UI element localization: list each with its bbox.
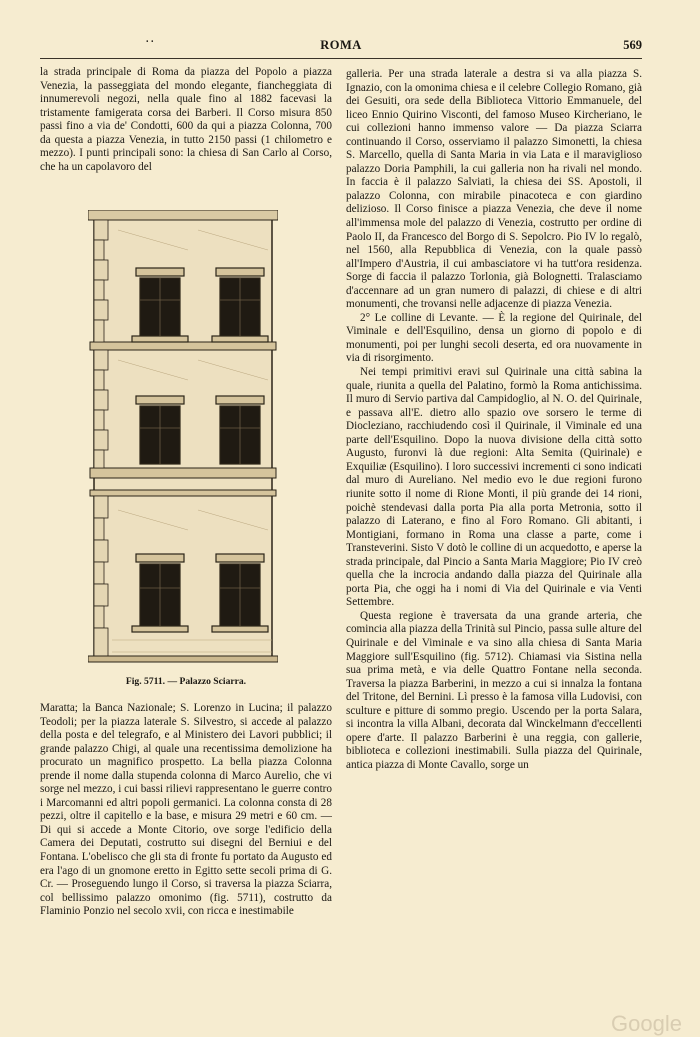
paragraph: Maratta; la Banca Nazionale; S. Lorenzo in Lucina; il palazzo Teodoli; per la piazza laterale S. Silvestro, si accede al palazzo della posta e del telegrafo, e al Ministero dei Lavori pubblici; il grande palazzo Chigi, al quale una recentissima demolizione ha procurato un magnifico prospetto. La bella piazza Colonna prende il nome dalla stupenda colonna di Marco Aurelio, che vi sorge nel mezzo, i cui bassi rilievi rappresentano le guerre contro i Marcomanni ed altri popoli germanici. La colonna consta di 28 pezzi, oltre il capitello e la base, e misura 29 metri e 60 cm. — Di qui si accede a Monte Citorio, ove sorge l'edificio della Camera dei Deputati, costrutto sui disegni del Berniui e del Fontana. L'obelisco che gli sta di fronte fu portato da Augusto ed era l'ago di un gnomone eretto in Egitto sette secoli prima di G. Cr. — Proseguendo lungo il Corso, si traversa la piazza Sciarra, col bellissimo palazzo omonimo (fig. 5711), costrutto da Flaminio Ponzio nel secolo xvii, con ricca e inestimabile [40,702,332,918]
google-watermark: Google [611,1011,682,1036]
figure-caption: Fig. 5711. — Palazzo Sciarra. [125,676,247,687]
left-column-bottom [40,702,332,919]
paragraph: Questa regione è traversata da una grande arteria, che comincia alla piazza della Trinità sul Pincio, passa sulle alture del Quirinale e del Viminale e va sino alla chiesa di Santa Maria Maggiore sull'Esquilino (fig. 5712). Chiamasi via Sistina nella sua prima metà, e via delle Quattro Fontane nella seconda. Traversa la piazza Barberini, in mezzo a cui si innalza la fontana del Tritone, del Bernini. Lì presso è la famosa villa Ludovisi, con sculture e pitture di sommo pregio. Uscendo per la porta Salara, si incontra la villa Albani, decorata dal Winckelmann d'eccellenti opere d'arte. Il palazzo Barberini è una reggia, con gallerie, biblioteca e collezioni inestimabili. Sulla piazza del Quirinale, antica piazza di Monte Cavallo, sorge un [346,609,642,771]
paragraph: la strada principale di Roma da piazza del Popolo a piazza Venezia, la passeggiata del mondo elegante, fiancheggiata di innumerevoli negozi, nella quale fino al 1882 facevasi la tristamente famigerata corsa dei Barberi. Il Corso misura 850 passi fino a via de' Condotti, 600 da qui a piazza Colonna, 700 da questa a piazza Venezia, in tutto 2150 passi (1 chilometro e mezzo). I punti principali sono: la chiesa di San Carlo al Corso, che ha un capolavoro del [40,66,332,173]
right-column [346,68,642,772]
paragraph: Nei tempi primitivi eravi sul Quirinale una città sabina la quale, riunita a quella del Palatino, formò la Roma antichissima. Il muro di Servio partiva dal Campidoglio, al N. O. del Quirinale, e passava all'E. dietro allo spazio ove sorsero le terme di Diocleziano, racchiudendo così il Quirinale, il Viminale ed una parte dell'Esquilino. Dopo la nuova divisione della città sotto Augusto, furonvi là due regioni: Alta Semita (Quirinale) e Exquiliæ (Esquilino). I loro successivi incrementi ci sono indicati dal muro di Aureliano. Nel medio evo le due regioni furono riunite sotto il nome di Rione Monti, il più grande dei 14 rioni, poichè stendevasi dalla porta Pia alla porta Metronia, sotto il palazzo di Laterano, e fino al Foro Romano. Gli abitanti, i Montigiani, formano in Roma una classe a parte, come i Transteverini. Sisto V dotò le colline di un acquedotto, e aperse la strada principale, dal Pincio a Santa Maria Maggiore; Pio IV creò quella che la incrocia andando dalla piazza del Quirinale alla porta Pia, che oggi ha i nomi di Via del Quirinale e via Venti Settembre. [346,366,642,609]
running-header [40,34,642,56]
paragraph: 2° Le colline di Levante. — È la regione del Quirinale, del Viminale e dell'Esquilino, densa un giorno di popolo e di monumenti, poi per lunghi secoli deserta, ed ora nuovamente in via di risorgimento. [346,311,642,365]
left-column-top [40,66,332,174]
header-rule [40,58,642,59]
page-title: ROMA [320,38,362,52]
palazzo-sciarra-illustration [88,210,278,664]
paragraph: galleria. Per una strada laterale a destra si va alla piazza S. Ignazio, con la omonima chiesa e il celebre Collegio Romano, già dei Gesuiti, ora sede della Biblioteca Vittorio Emmanuele, del liceo Ennio Quirino Visconti, del famoso Museo Kircheriano, le cui collezioni hanno immenso valore — Da piazza Sciarra continuando il Corso, osserviamo il palazzo Simonetti, la chiesa S. Marcello, quella di Santa Maria in via Lata e il maraviglioso palazzo Doria Pamphili, la cui galleria non ha rivali nel mondo. In faccia è il palazzo Salviati, la chiesa dei SS. Apostoli, il palazzo Colonna, con mirabile pinacoteca e con giardino delizioso. Il Corso finisce a piazza Venezia, che deve il nome all'immensa mole del palazzo di Venezia, costrutto per ordine di Paolo II, da Francesco del Borgo di S. Sepolcro. Pio IV lo regalò, nel 1560, alla Repubblica di Venezia, con la quale passò all'Impero d'Austria, il cui ambasciatore vi ha tutt'ora residenza. Sorge di faccia il palazzo Torlonia, già Bolognetti. Tralasciamo d'accennare ad un gran numero di palazzi, di chiese e di altri monumenti, che trovansi nelle adjacenze di piazza Venezia. [346,68,642,311]
header-ornament: . . [146,34,154,45]
page-number: 569 [623,38,642,52]
